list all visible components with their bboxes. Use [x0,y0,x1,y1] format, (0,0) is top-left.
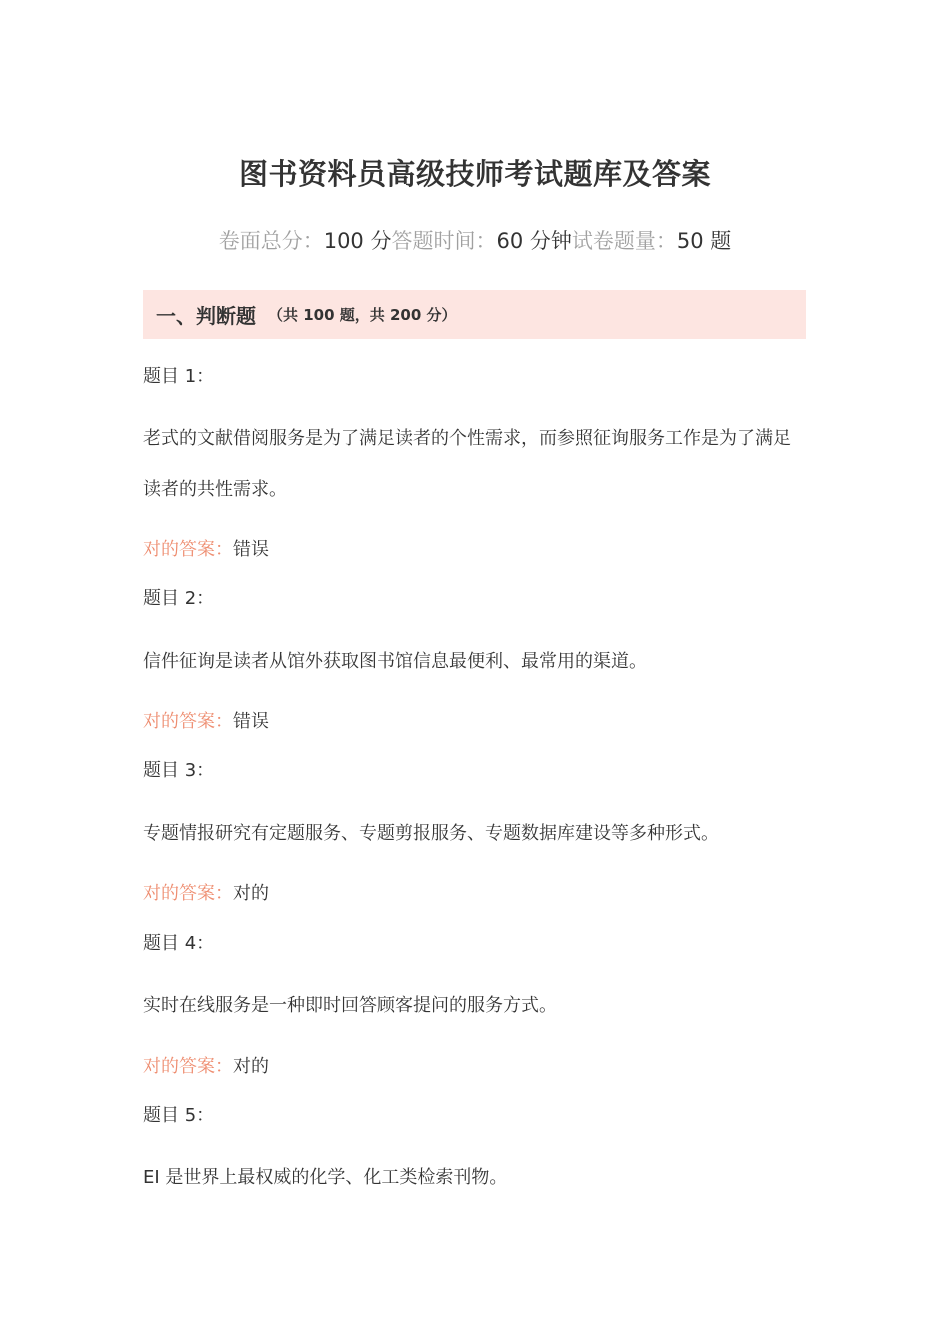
exam-meta [0,224,950,258]
answer-value: 对的 [233,883,269,904]
section-header [143,290,806,339]
question-label: 题目 5： [143,1105,215,1126]
answer-value: 错误 [233,711,269,732]
question-label: 题目 3： [143,760,215,781]
total-score-value: 100 分 [323,229,392,253]
answer-value: 对的 [233,1056,269,1077]
question-text: 信件征询是读者从馆外获取图书馆信息最便利、最常用的渠道。 [143,651,647,672]
time-value: 60 分钟 [496,229,572,253]
answer-label: 对的答案： [143,711,233,732]
section-subtitle: （共 100 题，共 200 分） [268,306,457,324]
answer-line [143,879,806,909]
question-count-label: 试卷题量： [571,229,677,253]
question-text: EI 是世界上最权威的化学、化工类检索刊物。 [143,1167,508,1188]
question-label: 题目 4： [143,933,215,954]
document-title: 图书资料员高级技师考试题库及答案 [238,157,711,191]
answer-label: 对的答案： [143,1056,233,1077]
answer-line [143,707,806,737]
question-text: 专题情报研究有定题服务、专题剪报服务、专题数据库建设等多种形式。 [143,823,719,844]
question-count-value: 50 题 [676,229,732,253]
time-label: 答题时间： [391,229,497,253]
answer-label: 对的答案： [143,883,233,904]
answer-line [143,535,806,565]
question-text: 实时在线服务是一种即时回答顾客提问的服务方式。 [143,995,557,1016]
question-text: 老式的文献借阅服务是为了满足读者的个性需求，而参照征询服务工作是为了满足读者的共性需求。 [143,428,791,500]
total-score-label: 卷面总分： [218,229,324,253]
section-title: 一、判断题 [156,304,256,328]
question-label: 题目 1： [143,366,215,387]
answer-value: 错误 [233,539,269,560]
answer-line [143,1052,806,1082]
question-label: 题目 2： [143,588,215,609]
answer-label: 对的答案： [143,539,233,560]
